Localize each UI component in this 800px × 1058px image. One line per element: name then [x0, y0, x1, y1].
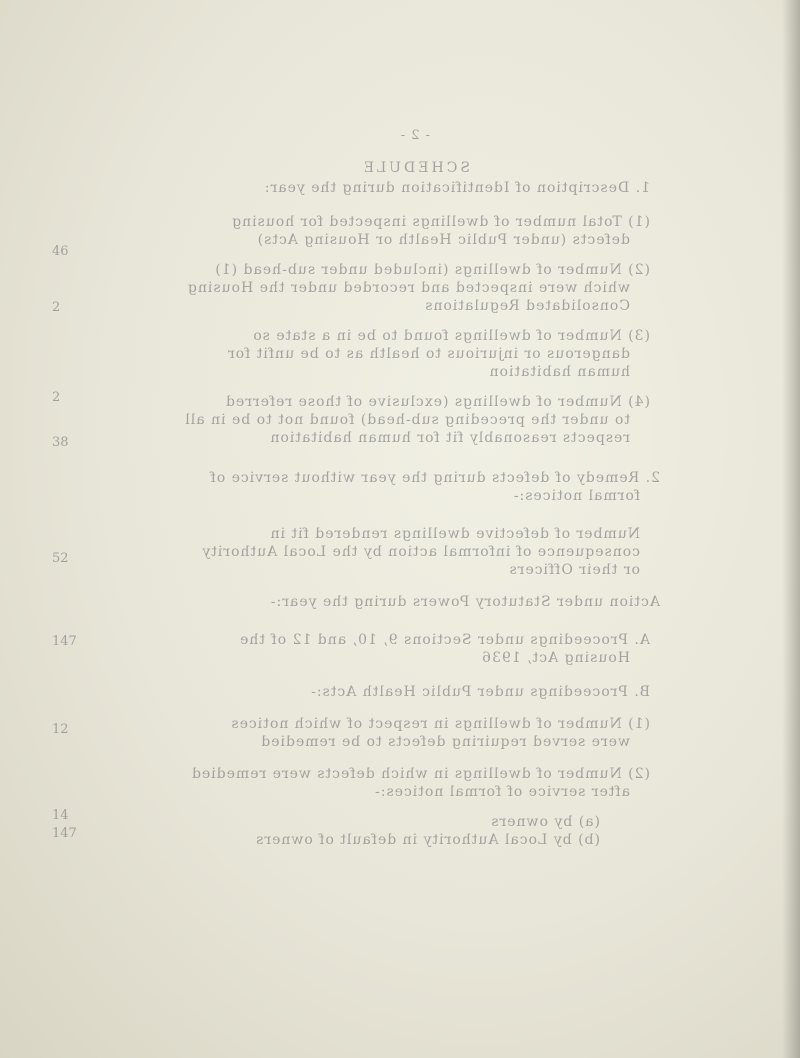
- margin-number: 46: [52, 244, 69, 259]
- text-line: A. Proceedings under Sections 9, 10, and 12 of the: [239, 632, 650, 648]
- text-line: Consolidated Regulations: [424, 298, 630, 314]
- text-line: 2. Remedy of defects during the year without service of: [209, 470, 660, 486]
- text-line: (b) by Local Authority in default of owners: [255, 832, 600, 848]
- text-line: after service of formal notices:-: [374, 784, 630, 800]
- text-line: (4) Number of dwellings (exclusive of those referred: [225, 394, 650, 410]
- text-line: Housing Act, 1936: [481, 650, 630, 666]
- text-line: (1) Number of dwellings in respect of which notices: [230, 716, 650, 732]
- margin-number: 2: [52, 300, 61, 315]
- text-line: which were inspected and recorded under the Housing: [186, 280, 630, 296]
- text-line: formal notices:-: [512, 488, 640, 504]
- text-line: (3) Number of dwellings found to be in a state so: [252, 328, 650, 344]
- text-line: (a) by owners: [490, 814, 600, 830]
- text-line: defects (under Public Health or Housing Acts): [256, 232, 630, 248]
- margin-number: 14: [52, 808, 69, 823]
- text-line: 1. Description of Identification during the year:: [263, 180, 650, 196]
- text-line: Action under Statutory Powers during the year:-: [269, 594, 660, 610]
- margin-number: 52: [52, 551, 69, 566]
- text-line: or their Officers: [508, 562, 640, 578]
- text-line: B. Proceedings under Public Health Acts:-: [310, 684, 650, 700]
- text-line: (1) Total number of dwellings inspected for housing: [231, 214, 650, 230]
- margin-number: 147: [52, 634, 77, 649]
- margin-number: 2: [52, 390, 61, 405]
- margin-number: 38: [52, 435, 69, 450]
- text-line: to under the preceding sub-head) found not to be in all: [184, 412, 630, 428]
- text-line: Number of defective dwellings rendered fit in: [269, 526, 640, 542]
- text-line: were served requiring defects to be remedied: [260, 734, 630, 750]
- margin-number: 147: [52, 826, 77, 841]
- text-line: human habitation: [488, 364, 630, 380]
- text-line: consequence of informal action by the Local Authority: [201, 544, 640, 560]
- heading: SCHEDULE: [360, 160, 470, 176]
- margin-number: 12: [52, 722, 69, 737]
- text-line: dangerous or injurious to health as to be unfit for: [227, 346, 630, 362]
- page-marker: - 2 -: [399, 128, 430, 143]
- text-line: (2) Number of dwellings in which defects were remedied: [190, 766, 650, 782]
- text-line: respects reasonably fit for human habitation: [269, 430, 630, 446]
- text-line: (2) Number of dwellings (included under sub-head (1): [214, 262, 650, 278]
